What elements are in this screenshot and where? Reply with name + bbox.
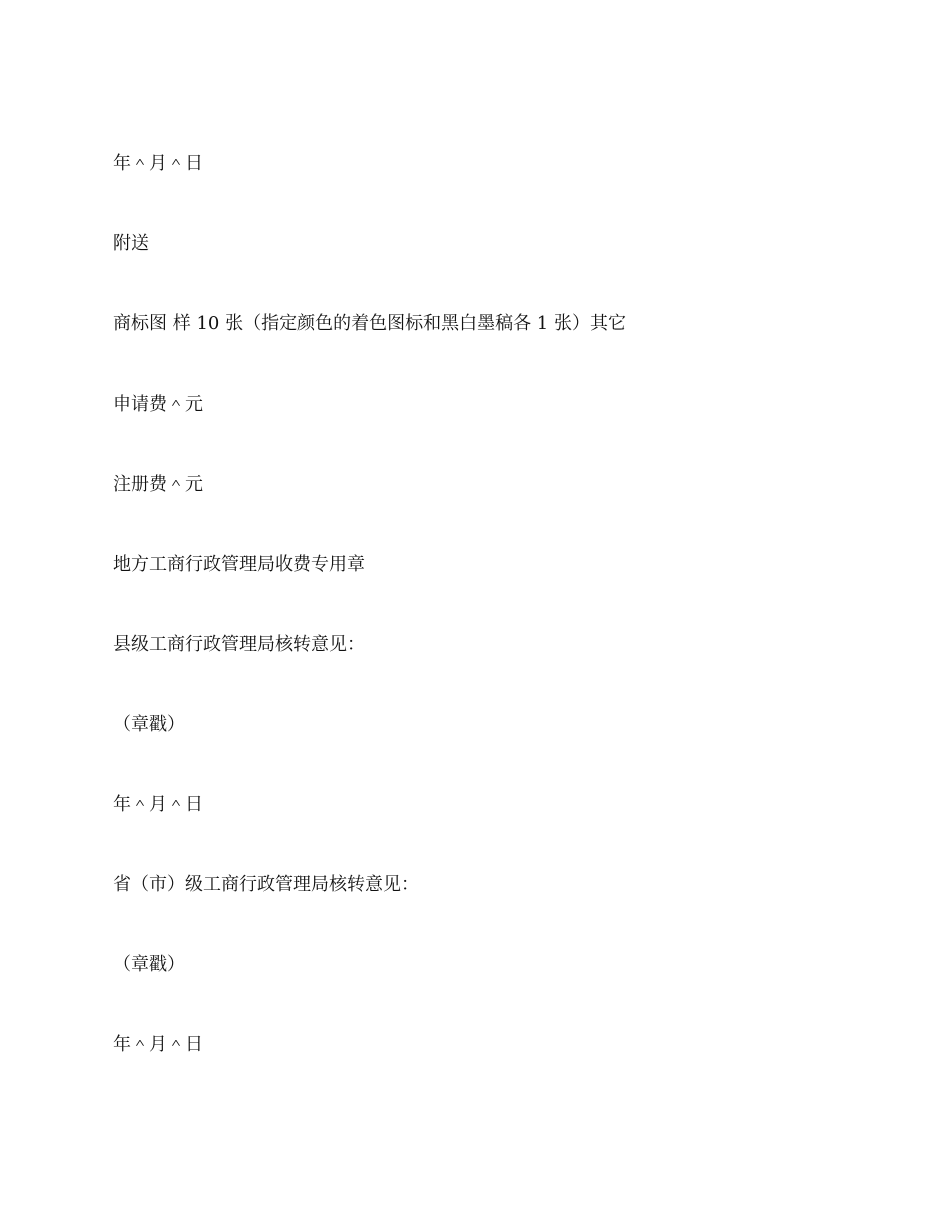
attachments-heading: 附送: [113, 233, 149, 254]
trademark-samples-line: 商标图 样 10 张（指定颜色的着色图标和黑白墨稿各 1 张）其它: [113, 313, 626, 334]
date-line-2: 年＾月＾日: [113, 794, 203, 815]
county-review-opinion: 县级工商行政管理局核转意见：: [113, 634, 365, 655]
provincial-seal-line: （章戳）: [113, 954, 185, 975]
date-line-3: 年＾月＾日: [113, 1034, 203, 1055]
application-fee-line: 申请费＾元: [113, 394, 203, 415]
provincial-review-opinion: 省（市）级工商行政管理局核转意见：: [113, 874, 419, 895]
county-seal-line: （章戳）: [113, 714, 185, 735]
date-line-1: 年＾月＾日: [113, 153, 203, 174]
fee-seal-line: 地方工商行政管理局收费专用章: [113, 554, 365, 575]
registration-fee-line: 注册费＾元: [113, 474, 203, 495]
